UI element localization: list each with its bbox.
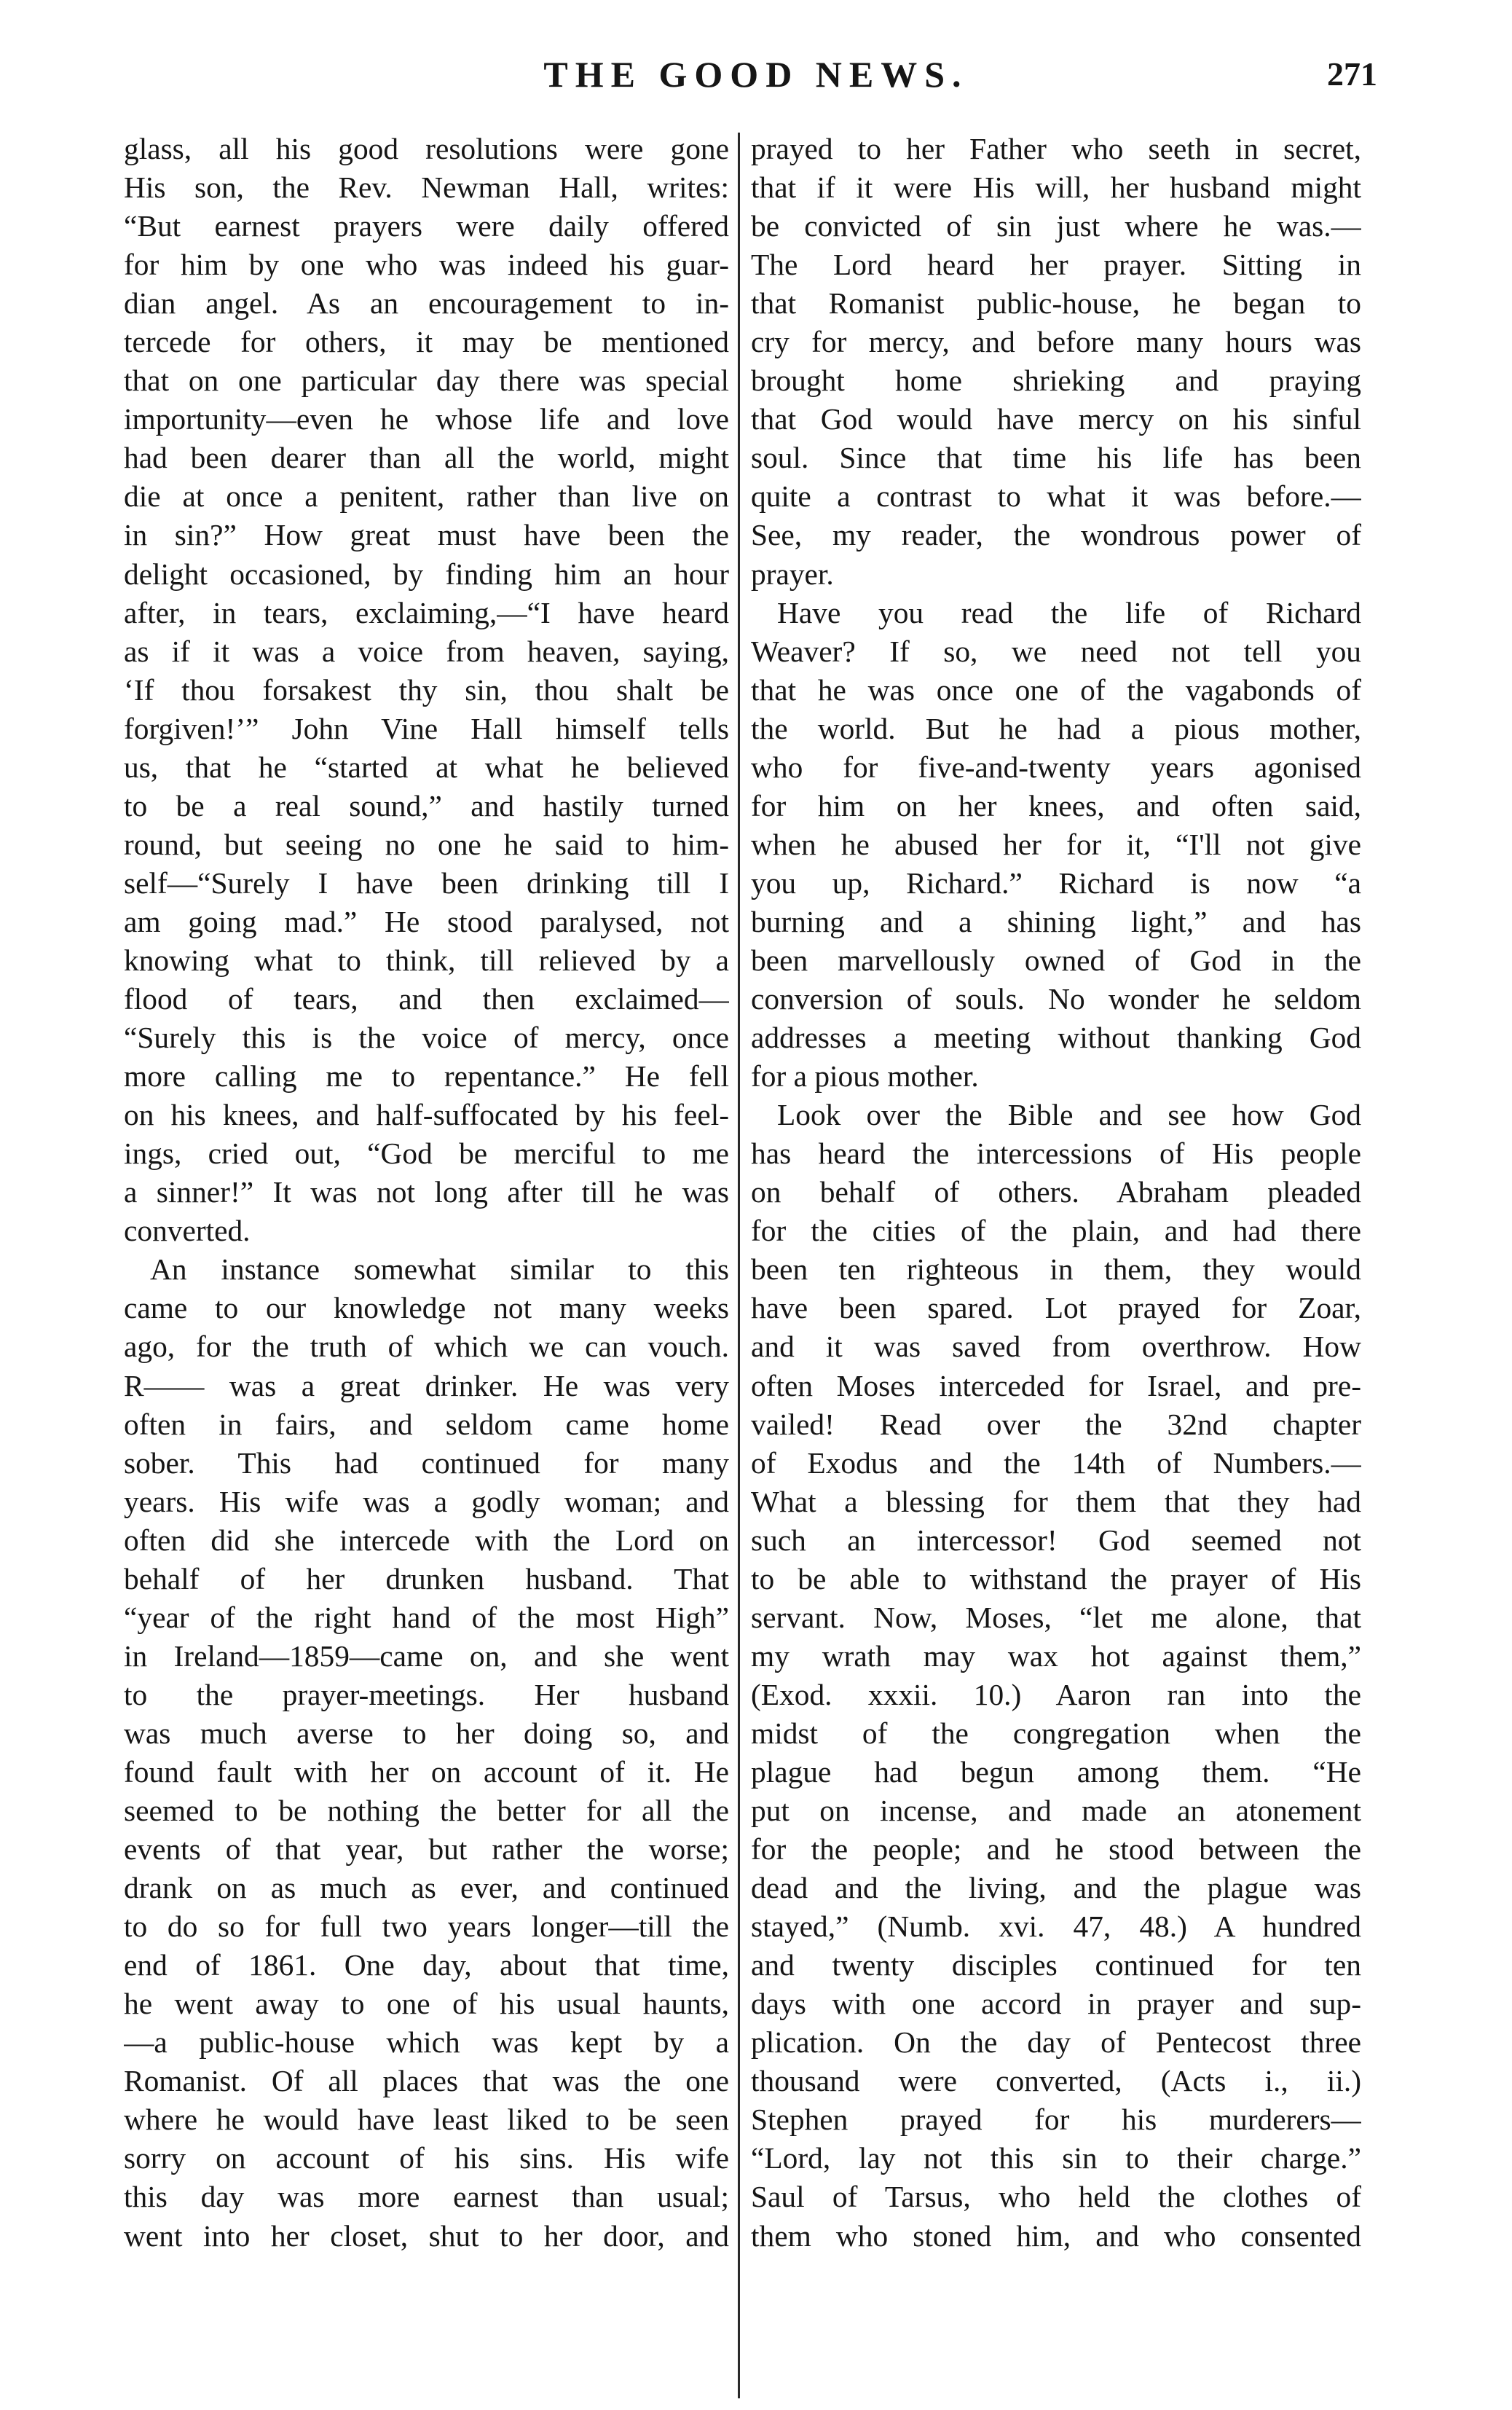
text-line: of Exodus and the 14th of Numbers.—	[751, 1445, 1361, 1480]
text-line: in Ireland—1859—came on, and she went	[124, 1638, 729, 1673]
text-line: cry for mercy, and before many hours was	[751, 325, 1361, 359]
text-line: often Moses interceded for Israel, and pre-	[751, 1368, 1361, 1402]
text-line: addresses a meeting without thanking God	[751, 1021, 1361, 1055]
text-line: ago, for the truth of which we can vouch.	[124, 1330, 729, 1364]
text-line: forgiven!’” John Vine Hall himself tells	[124, 711, 729, 745]
text-line: for the cities of the plain, and had there	[751, 1214, 1361, 1248]
text-line: quite a contrast to what it was before.—	[751, 479, 1361, 514]
text-line: Have you read the life of Richard	[777, 595, 1361, 629]
text-line: a sinner!” It was not long after till he was	[124, 1175, 729, 1209]
text-line: (Exod. xxxii. 10.) Aaron ran into the	[751, 1677, 1361, 1711]
text-line: plague had begun among them. “He	[751, 1754, 1361, 1789]
text-line: on his knees, and half-suffocated by his feel-	[124, 1098, 729, 1132]
text-line: ‘If thou forsakest thy sin, thou shalt be	[124, 672, 729, 707]
text-line: dian angel. As an encouragement to in-	[124, 286, 729, 321]
text-line: Stephen prayed for his murderers—	[751, 2103, 1361, 2137]
text-line: end of 1861. One day, about that time,	[124, 1948, 729, 1982]
text-line: to do so for full two years longer—till the	[124, 1909, 729, 1944]
text-line: and it was saved from overthrow. How	[751, 1330, 1361, 1364]
text-line: converted.	[124, 1214, 251, 1248]
text-line: vailed! Read over the 32nd chapter	[751, 1407, 1361, 1441]
text-line: —a public-house which was kept by a	[124, 2025, 729, 2060]
text-line: drank on as much as ever, and continued	[124, 1871, 729, 1905]
text-line: has heard the intercessions of His people	[751, 1137, 1361, 1171]
text-line: often in fairs, and seldom came home	[124, 1407, 729, 1441]
text-line: dead and the living, and the plague was	[751, 1871, 1361, 1905]
text-line: conversion of souls. No wonder he seldom	[751, 982, 1361, 1016]
text-line: put on incense, and made an atonement	[751, 1794, 1361, 1828]
text-line: been marvellously owned of God in the	[751, 943, 1361, 977]
column-divider	[738, 133, 740, 2398]
text-line: be convicted of sin just where he was.—	[751, 209, 1361, 243]
text-line: “Surely this is the voice of mercy, once	[124, 1021, 729, 1055]
text-line: “Lord, lay not this sin to their charge.”	[751, 2141, 1361, 2175]
text-line: round, but seeing no one he said to him-	[124, 827, 729, 861]
text-line: them who stoned him, and who consented	[751, 2218, 1361, 2253]
text-line: What a blessing for them that they had	[751, 1484, 1361, 1518]
running-title: THE GOOD NEWS.	[543, 54, 969, 95]
text-line: as if it was a voice from heaven, saying,	[124, 634, 729, 668]
text-line: after, in tears, exclaiming,—“I have heard	[124, 595, 729, 629]
text-line: thousand were converted, (Acts i., ii.)	[751, 2064, 1361, 2098]
text-line: Romanist. Of all places that was the one	[124, 2064, 729, 2098]
text-line: where he would have least liked to be seen	[124, 2103, 729, 2137]
text-line: to be able to withstand the prayer of His	[751, 1561, 1361, 1595]
text-line: had been dearer than all the world, might	[124, 441, 729, 475]
text-line: Look over the Bible and see how God	[777, 1098, 1361, 1132]
page-number: 271	[1327, 55, 1377, 93]
text-line: sorry on account of his sins. His wife	[124, 2141, 729, 2175]
text-line: for the people; and he stood between the	[751, 1832, 1361, 1867]
text-line: prayer.	[751, 557, 834, 591]
text-line: the world. But he had a pious mother,	[751, 711, 1361, 745]
text-line: delight occasioned, by finding him an hour	[124, 557, 729, 591]
text-line: seemed to be nothing the better for all the	[124, 1794, 729, 1828]
text-line: this day was more earnest than usual;	[124, 2180, 729, 2214]
left-text-column	[124, 130, 729, 2256]
text-line: us, that he “started at what he believed	[124, 750, 729, 784]
text-line: that on one particular day there was special	[124, 364, 729, 398]
text-line: that he was once one of the vagabonds of	[751, 672, 1361, 707]
text-line: Weaver? If so, we need not tell you	[751, 634, 1361, 668]
text-line: midst of the congregation when the	[751, 1716, 1361, 1750]
text-line: who for five-and-twenty years agonised	[751, 750, 1361, 784]
text-line: such an intercessor! God seemed not	[751, 1523, 1361, 1557]
text-line: came to our knowledge not many weeks	[124, 1291, 729, 1325]
text-line: been ten righteous in them, they would	[751, 1252, 1361, 1287]
text-line: glass, all his good resolutions were gone	[124, 132, 729, 165]
text-line: behalf of her drunken husband. That	[124, 1561, 729, 1595]
text-line: he went away to one of his usual haunts,	[124, 1987, 729, 2021]
text-line: years. His wife was a godly woman; and	[124, 1484, 729, 1518]
text-line: burning and a shining light,” and has	[751, 904, 1361, 938]
text-line: that God would have mercy on his sinful	[751, 402, 1361, 436]
text-line: flood of tears, and then exclaimed—	[124, 982, 729, 1016]
text-line: was much averse to her doing so, and	[124, 1716, 729, 1750]
text-line: on behalf of others. Abraham pleaded	[751, 1175, 1361, 1209]
text-line: found fault with her on account of it. He	[124, 1754, 729, 1789]
text-line: have been spared. Lot prayed for Zoar,	[751, 1291, 1361, 1325]
right-text-column	[751, 130, 1361, 2256]
text-line: stayed,” (Numb. xvi. 47, 48.) A hundred	[751, 1909, 1361, 1944]
text-line: “year of the right hand of the most High”	[124, 1600, 729, 1634]
text-line: Saul of Tarsus, who held the clothes of	[751, 2180, 1361, 2214]
text-line: for him on her knees, and often said,	[751, 788, 1361, 823]
text-line: in sin?” How great must have been the	[124, 518, 729, 552]
text-line: that Romanist public-house, he began to	[751, 286, 1361, 321]
text-line: for him by one who was indeed his guar-	[124, 248, 729, 282]
text-line: servant. Now, Moses, “let me alone, that	[751, 1600, 1361, 1634]
text-line: tercede for others, it may be mentioned	[124, 325, 729, 359]
text-line: sober. This had continued for many	[124, 1445, 729, 1480]
text-line: to be a real sound,” and hastily turned	[124, 788, 729, 823]
text-line: my wrath may wax hot against them,”	[751, 1638, 1361, 1673]
text-line: soul. Since that time his life has been	[751, 441, 1361, 475]
text-line: See, my reader, the wondrous power of	[751, 518, 1361, 552]
text-line: His son, the Rev. Newman Hall, writes:	[124, 170, 729, 205]
text-line: often did she intercede with the Lord on	[124, 1523, 729, 1557]
text-line: importunity—even he whose life and love	[124, 402, 729, 436]
text-line: “But earnest prayers were daily offered	[124, 209, 729, 243]
text-line: more calling me to repentance.” He fell	[124, 1059, 729, 1094]
text-line: to the prayer-meetings. Her husband	[124, 1677, 729, 1711]
text-line: when he abused her for it, “I'll not give	[751, 827, 1361, 861]
text-line: plication. On the day of Pentecost three	[751, 2025, 1361, 2060]
text-line: prayed to her Father who seeth in secret,	[751, 132, 1361, 165]
text-line: days with one accord in prayer and sup-	[751, 1987, 1361, 2021]
text-line: knowing what to think, till relieved by a	[124, 943, 729, 977]
text-line: am going mad.” He stood paralysed, not	[124, 904, 729, 938]
text-line: you up, Richard.” Richard is now “a	[751, 866, 1361, 900]
text-line: An instance somewhat similar to this	[150, 1252, 729, 1287]
text-line: went into her closet, shut to her door, and	[124, 2218, 729, 2253]
text-line: that if it were His will, her husband might	[751, 170, 1361, 205]
text-line: ings, cried out, “God be merciful to me	[124, 1137, 729, 1171]
text-line: events of that year, but rather the worse;	[124, 1832, 729, 1867]
text-line: die at once a penitent, rather than live on	[124, 479, 729, 514]
text-line: for a pious mother.	[751, 1059, 979, 1094]
text-line: self—“Surely I have been drinking till I	[124, 866, 729, 900]
text-line: R—— was a great drinker. He was very	[124, 1368, 729, 1402]
text-line: The Lord heard her prayer. Sitting in	[751, 248, 1361, 282]
text-line: brought home shrieking and praying	[751, 364, 1361, 398]
text-line: and twenty disciples continued for ten	[751, 1948, 1361, 1982]
